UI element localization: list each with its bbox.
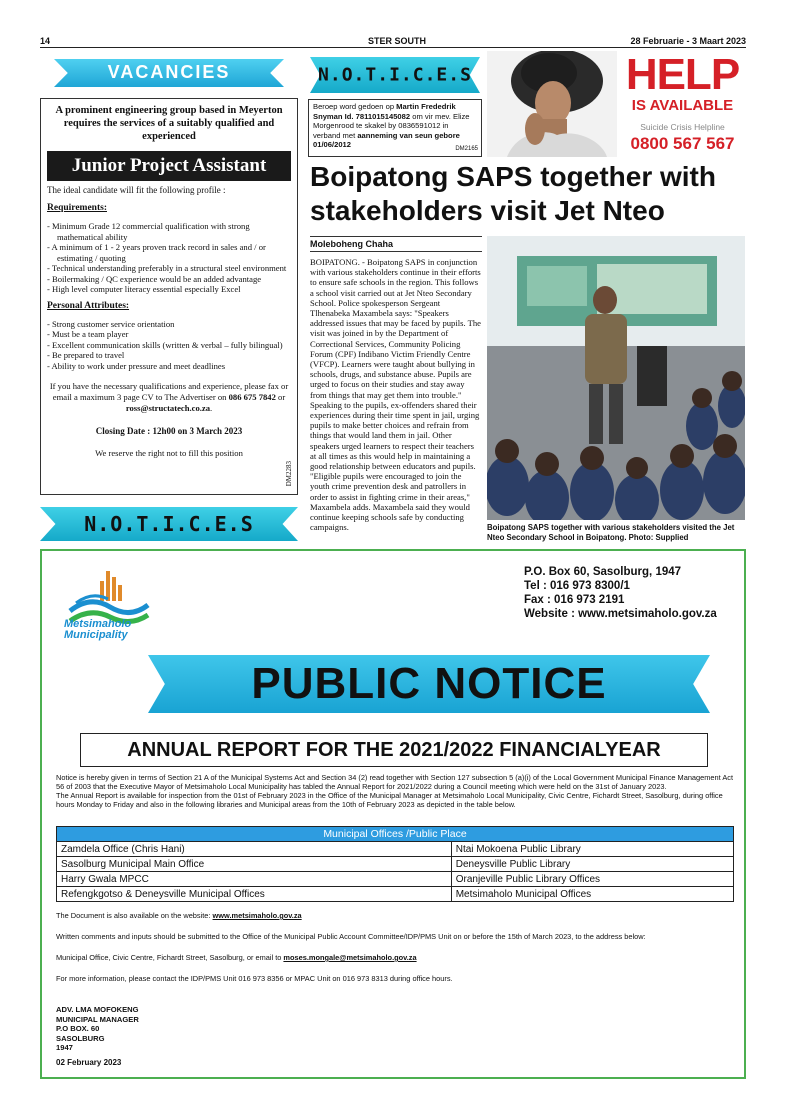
table-row: [57, 857, 734, 872]
public-notice-date: 02 February 2023: [56, 1058, 122, 1067]
signature-line: ADV. LMA MOFOKENG: [56, 1005, 139, 1014]
address-website[interactable]: Website : www.metsimaholo.gov.za: [524, 608, 717, 620]
vacancy-ad: [40, 98, 298, 495]
intro-paragraph: The Annual Report is available for inspection from the 01st of February 2023 in the Office of the Municipal Manager at Metsimaholo Local Municipality, Civic Centre, Fichardt Street, Sasolburg, during office hours Monday to Friday and also in the following libraries and Municipal areas from the 10th of February 2023 as depicted in the table below.: [56, 791, 723, 809]
office-text: Municipal Office, Civic Centre, Fichardt Street, Sasolburg, or email to: [56, 953, 284, 962]
vacancy-ad-code: DM2283: [285, 460, 293, 486]
table-cell: Deneysville Public Library: [451, 857, 733, 872]
public-notice-ad: [40, 549, 746, 1079]
vacancy-profile: The ideal candidate will fit the following profile :: [47, 185, 226, 195]
apply-fax: 086 675 7842: [228, 392, 276, 402]
signature-block: [56, 1005, 139, 1053]
section-name: STER SOUTH: [368, 36, 427, 46]
article-headline: Boipatong SAPS together with stakeholders visit Jet Nteo: [310, 161, 716, 226]
list-item: - Technical understanding preferably in a structural steel environment: [47, 263, 291, 274]
notice-bold: aanneming van seun gebore 01/06/2012: [313, 130, 460, 150]
public-notice-title: PUBLIC NOTICE: [251, 659, 607, 708]
vacancies-banner-text: VACANCIES: [107, 62, 231, 82]
vacancy-closing-date: Closing Date : 12h00 on 3 March 2023: [95, 426, 243, 436]
notices-banner-bottom: [40, 505, 298, 543]
list-item: - Boilermaking / QC experience would be an added advantage: [47, 274, 291, 285]
vacancy-job-title: Junior Project Assistant: [47, 151, 291, 181]
address-line: Tel : 016 973 8300/1: [524, 580, 630, 592]
offices-table: [56, 826, 734, 902]
public-notice-details: [56, 911, 734, 995]
requirements-heading: Requirements:: [47, 203, 107, 213]
help-phone-number[interactable]: 0800 567 567: [630, 134, 735, 153]
vacancy-reserve: We reserve the right not to fill this position: [95, 448, 243, 458]
comments-text: Written comments and inputs should be submitted to the Office of the Municipal Public Account Committee/IDP/PMS Unit on or before the 15th of March 2023, to the address below:: [56, 932, 646, 941]
list-item: - High level computer literacy essential especially Excel: [47, 284, 291, 295]
table-row: [57, 842, 734, 857]
list-item: - Strong customer service orientation: [47, 319, 291, 330]
table-header: Municipal Offices /Public Place: [57, 827, 734, 842]
list-item: - Excellent communication skills (written & verbal – fully bilingual): [47, 340, 291, 351]
help-ad-photo: [487, 51, 617, 157]
apply-email-link[interactable]: ross@structatech.co.za: [125, 403, 211, 413]
help-ad-text: [619, 50, 746, 154]
apply-text: If you have the necessary qualifications and experience, please fax or email a maximum 3 page CV to The Advertiser on: [49, 381, 289, 402]
website-link[interactable]: www.metsimaholo.gov.za: [212, 911, 302, 920]
intro-paragraph: Notice is hereby given in terms of Section 21 A of the Municipal Systems Act and Section 34 (2) read together with Section 127 subsection 5 (a)(i) of the Local Government Municipal Finance Management Act 56 of 2003 that the Executive Mayor of Metsimaholo Local Municipality has tabled the Annual Report for 2021/2022 during a Council meeting which were held on the 31st of January 2023.: [56, 773, 734, 791]
address-line: Fax : 016 973 2191: [524, 594, 625, 606]
notice-name: Martin Frededrik Snyman Id. 7811015145082: [313, 102, 456, 121]
notice-text: Beroep word gedoen op: [313, 102, 397, 111]
municipality-address: [524, 565, 717, 621]
table-row: [57, 872, 734, 887]
table-row: [57, 887, 734, 902]
address-line: P.O. Box 60, Sasolburg, 1947: [524, 566, 682, 578]
public-notice-intro: [56, 773, 734, 809]
list-item: - Must be a team player: [47, 329, 291, 340]
header-rule: [40, 47, 746, 48]
table-cell: Metsimaholo Municipal Offices: [451, 887, 733, 902]
notices-banner-text: N.O.T.I.C.E.S: [84, 512, 254, 536]
website-text: The Document is also available on the website:: [56, 911, 213, 920]
vacancy-apply: If you have the necessary qualifications and experience, please fax or email a maximum 3 page CV to The Advertiser on 086 675 7842 or ross@structatech.co.za.: [49, 381, 289, 413]
notice-box: [308, 99, 482, 157]
table-cell: Sasolburg Municipal Main Office: [57, 857, 452, 872]
signature-line: SASOLBURG: [56, 1033, 105, 1043]
attributes-list: [47, 319, 291, 372]
office-email-link[interactable]: moses.mongale@metsimaholo.gov.za: [283, 953, 417, 962]
article-caption: Boipatong SAPS together with various stakeholders visited the Jet Nteo Secondary School in Boipatong. Photo: Supplied: [487, 523, 735, 542]
signature-line: MUNICIPAL MANAGER: [56, 1014, 139, 1024]
issue-date: 28 Februarie - 3 Maart 2023: [630, 36, 746, 46]
table-cell: Refengkgotso & Deneysville Municipal Offices: [57, 887, 452, 902]
page-number: 14: [40, 36, 51, 46]
list-item: - A minimum of 1 - 2 years proven track record in sales and / or estimating / quoting: [47, 242, 291, 263]
notice-code: DM2165: [455, 146, 478, 153]
apply-or: or: [278, 392, 286, 402]
table-cell: Zamdela Office (Chris Hani): [57, 842, 452, 857]
signature-line: 1947: [56, 1043, 73, 1052]
help-title: HELP: [625, 50, 740, 99]
vacancies-banner: [40, 55, 298, 91]
list-item: - Ability to work under pressure and meet deadlines: [47, 361, 291, 372]
table-cell: Harry Gwala MPCC: [57, 872, 452, 887]
help-ad: [487, 51, 746, 157]
list-item: - Be prepared to travel: [47, 350, 291, 361]
notices-banner-top: [310, 55, 480, 95]
notice-text: om vir mev. Elize Morgenrood te skakel by 0836591012 in verband met: [313, 111, 470, 140]
table-cell: Ntai Mokoena Public Library: [451, 842, 733, 857]
help-line-name: Suicide Crisis Helpline: [640, 122, 725, 132]
list-item: - Minimum Grade 12 commercial qualification with strong mathematical ability: [47, 221, 291, 242]
notices-banner-text: N.O.T.I.C.E.S: [318, 64, 472, 86]
annual-report-title: ANNUAL REPORT FOR THE 2021/2022 FINANCIALYEAR: [80, 733, 708, 767]
logo-word-1: Metsimaholo: [64, 618, 132, 630]
requirements-list: [47, 221, 291, 295]
attributes-heading: Personal Attributes:: [47, 300, 130, 311]
article-byline: Moleboheng Chaha: [310, 236, 482, 252]
article-photo: [487, 236, 745, 520]
public-notice-banner: [148, 651, 710, 717]
table-cell: Oranjeville Public Library Offices: [451, 872, 733, 887]
logo-word-2: Municipality: [64, 629, 128, 641]
info-text: For more information, please contact the IDP/PMS Unit 016 973 8356 or MPAC Unit on 016 973 8313 during office hours.: [56, 974, 453, 983]
help-subtitle: IS AVAILABLE: [631, 97, 734, 114]
vacancy-intro: A prominent engineering group based in Meyerton requires the services of a suitably qualified and experienced: [55, 105, 283, 142]
article-body: BOIPATONG. - Boipatong SAPS in conjunction with various stakeholders continue in their efforts to ensure safe schools in the region. This follows a school visit carried out at Jet Nteo Secondary School. Police spokesperson Sergeant Tlhenabeka Maxambela says: "Speakers addressed issues that may be faced by pupils. The visit was joined in by the Department of Correctional Services, Community Policing Forum (CPF) Indibano Victim Friendly Centre (VFCP). Learners were taught about bullying in schools, drugs, and substance abuse. Pupils are urged to focus on their studies and stay away from things that may get them into trouble." Speaking to the pupils, ex-offenders shared their experiences during their time spent in jail, urging pupils to make better choices and refrain from things that would land them in jail. Other speakers urged learners to respect their teachers at all times as this would help in maintaining a good relationship between educators and pupils. "Eligible pupils were encouraged to join the youth crime prevention desk and patrollers in order to assist in fighting crime in their areas," Maxambela adds. Maxambela said they would continue keeping schools safe by conducting campaigns.: [310, 257, 481, 533]
signature-line: P.O BOX. 60: [56, 1024, 100, 1033]
